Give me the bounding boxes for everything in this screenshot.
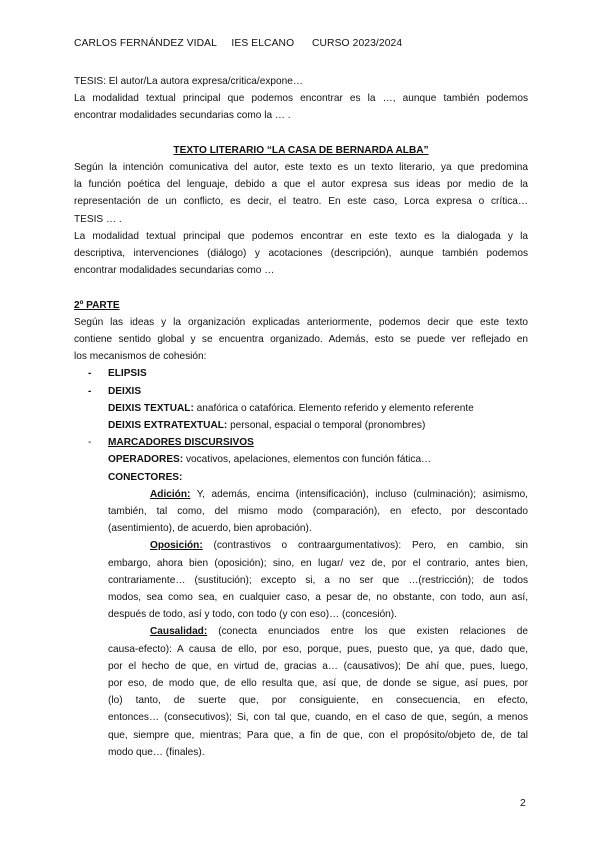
list-item-elipsis: - ELIPSIS: [74, 365, 528, 382]
parte2-line: Según las ideas y la organización explicadas anteriormente, podemos decir que este texto: [74, 316, 528, 328]
causalidad-label: Causalidad:: [150, 626, 208, 638]
operadores: OPERADORES: vocativos, apelaciones, elementos con función fática…: [108, 454, 432, 466]
literario-line: Según la intención comunicativa del autor, este texto es un texto literario, ya que predomina: [74, 162, 528, 173]
list-dash: -: [88, 385, 92, 397]
intro-modalidad-line: La modalidad textual principal que podemos encontrar es la …, aunque también podemos: [74, 93, 528, 105]
parte2-line: contiene sentido global y se encuentra organizado. Además, esto se puede ver reflejado en: [74, 334, 528, 346]
literario-line: la función poética del lenguaje, debido a que el autor expresa sus ideas por medio de la: [74, 179, 528, 191]
oposicion-line: embargo, ahora bien (oposición); sino, en lugar/ vez de, por el contrario, antes bien,: [108, 557, 528, 569]
causalidad-line: por eso, de modo que, de ello resulta que, así que, de donde se sigue, así pues, por: [108, 678, 528, 690]
oposicion-label: Oposición:: [150, 540, 203, 552]
literario-title: TEXTO LITERARIO “LA CASA DE BERNARDA ALBA”: [173, 144, 429, 156]
adicion-line: también, tal como, del mismo modo (comparación), en efecto, por descontado: [108, 506, 528, 518]
header-course: CURSO 2023/2024: [311, 38, 403, 49]
oposicion-line: contrariamente… (sustitución); excepto si, a no ser que …(restricción); de todos: [108, 574, 528, 586]
literario-line: representación de un conflicto, es decir, el teatro. En este caso, Lorca expresa o crítica…: [74, 196, 528, 208]
header-school: IES ELCANO: [231, 38, 295, 49]
causalidad-line: Causalidad: (conecta enunciados entre los que existen relaciones de: [150, 626, 528, 638]
deixis-textual: DEIXIS TEXTUAL: anafórica o catafórica. Elemento referido y elemento referente: [108, 402, 474, 414]
literario-tesis: TESIS … .: [74, 213, 122, 225]
causalidad-line: causa-efecto): A causa de ello, por eso, porque, pues, puesto que, ya que, dado que,: [108, 643, 528, 655]
deixis-extratextual: DEIXIS EXTRATEXTUAL: personal, espacial o temporal (pronombres): [108, 420, 426, 432]
causalidad-line: que, siempre que, mientras; Para que, a fin de que, con el propósito/objeto de, de tal: [108, 729, 528, 741]
list-dash: -: [88, 437, 92, 449]
document-body: [74, 73, 528, 761]
header-author: CARLOS FERNÁNDEZ VIDAL: [74, 38, 217, 49]
oposicion-line: después de todo, así y todo, con todo (y con eso)… (concesión).: [108, 609, 397, 621]
literario-line: La modalidad textual principal que podemos encontrar en este texto es la dialogada y la: [74, 230, 528, 242]
intro-modalidad-line: encontrar modalidades secundarias como la … .: [74, 110, 291, 122]
adicion-line: Adición: Y, además, encima (intensificación), incluso (culminación); asimismo,: [150, 488, 528, 500]
literario-line: descriptiva, intervenciones (diálogo) y acotaciones (descripción), aunque también podemos: [74, 248, 528, 260]
causalidad-line: entonces… (consecutivos); Si, con tal que, cuando, en el caso de que, según, a menos: [108, 712, 528, 724]
adicion-line: (asentimiento), de acuerdo, bien aprobación).: [108, 523, 312, 535]
adicion-label: Adición:: [150, 488, 191, 500]
parte2-title: 2º PARTE: [74, 299, 120, 311]
parte2-line: los mecanismos de cohesión:: [74, 351, 207, 363]
literario-line: encontrar modalidades secundarias como …: [74, 265, 275, 277]
conectores: CONECTORES:: [108, 471, 183, 483]
causalidad-line: (lo) tanto, de suerte que, por consiguiente, en consecuencia, en efecto,: [108, 695, 528, 707]
intro-tesis: TESIS: El autor/La autora expresa/critica/expone…: [74, 76, 303, 87]
list-dash: -: [88, 368, 92, 380]
oposicion-line: modos, sea como sea, en cualquier caso, a pesar de, no obstante, con todo, aun así,: [108, 592, 528, 604]
causalidad-line: modo que… (finales).: [108, 746, 205, 758]
page-header: [74, 38, 402, 49]
causalidad-line: por el hecho de que, en virtud de, gracias a… (causativos); De ahí que, pues, luego,: [108, 660, 528, 672]
oposicion-line: Oposición: (contrastivos o contraargumentativos): Pero, en cambio, sin: [150, 540, 528, 552]
list-item-marcadores: - MARCADORES DISCURSIVOS: [74, 434, 528, 451]
page-number: 2: [520, 798, 526, 809]
list-item-deixis: - DEIXIS: [74, 383, 528, 400]
